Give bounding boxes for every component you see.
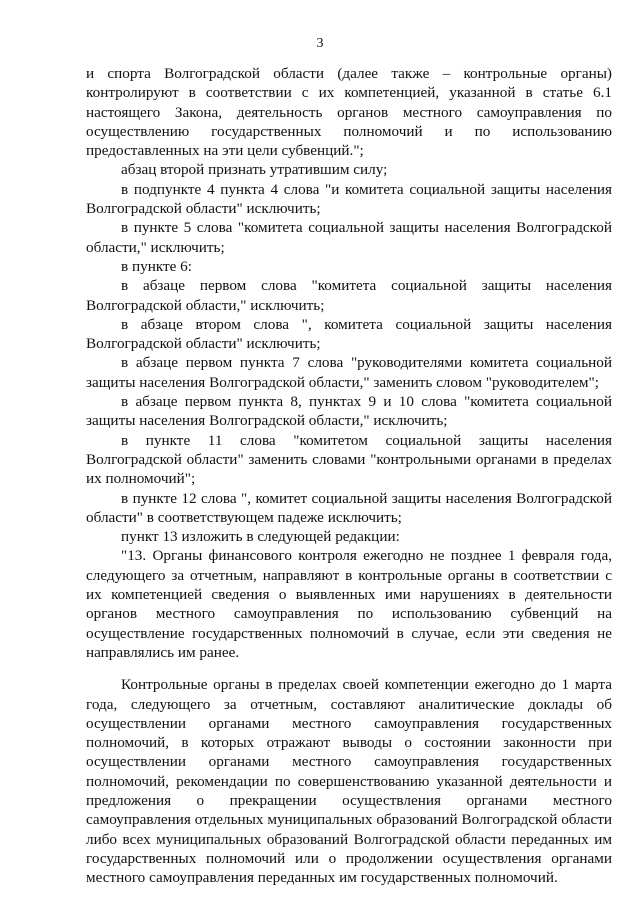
paragraph-amendment: абзац второй признать утратившим силу; (121, 161, 388, 179)
paragraph-continuation: и спорта Волгоградской области (далее также – контрольные органы) контролируют в соответствии с их компетенцией, указанной в статье 6.1 настоящего Закона, деятельность органов местного самоуправления по осуществлению государственных полномочий и по использованию предоставленных на эти цели субвенций."; (86, 65, 612, 160)
paragraph-amendment: в пункте 6: (121, 257, 192, 275)
paragraph-new-clause: "13. Органы финансового контроля ежегодно не позднее 1 февраля года, следующего за отчетным, направляют в контрольные органы в соответствии с их компетенцией сведения о выявленных ими нарушениях в деятельности органов местного самоуправления по использованию субвенций на осуществление государственных полномочий в случае, если эти сведения не направлялись им ранее. (86, 547, 612, 661)
document-body (86, 64, 612, 887)
paragraph-amendment: в пункте 5 слова "комитета социальной защиты населения Волгоградской области," исключить; (86, 219, 612, 256)
paragraph-new-clause: Контрольные органы в пределах своей компетенции ежегодно до 1 марта года, следующего за отчетным, составляют аналитические доклады об осуществлении органами местного самоуправления государственных полномочий, в которых отражают выводы о состоянии законности при осуществлении органами местного самоуправления государственных полномочий, рекомендации по совершенствованию указанной деятельности и предложения о прекращении осуществления органами местного самоуправления отдельных муниципальных образований Волгоградской области либо всех муниципальных образований Волгоградской области переданных им государственных полномочий или о продолжении осуществления органами местного самоуправления переданных им государственных полномочий. (86, 676, 612, 887)
page-number: 3 (316, 36, 324, 51)
paragraph-amendment: в абзаце первом пункта 7 слова "руководителями комитета социальной защиты населения Волгоградской области," заменить словом "руководителем"; (86, 354, 612, 391)
paragraph-amendment: в пункте 12 слова ", комитет социальной защиты населения Волгоградской области" в соответствующем падеже исключить; (86, 489, 612, 526)
paragraph-amendment: в абзаце первом слова "комитета социальной защиты населения Волгоградской области," исключить; (86, 277, 612, 314)
paragraph-amendment: в пункте 11 слова "комитетом социальной защиты населения Волгоградской области" заменить словами "контрольными органами в пределах их полномочий"; (86, 431, 612, 488)
paragraph-amendment: пункт 13 изложить в следующей редакции: (121, 528, 400, 546)
paragraph-amendment: в абзаце первом пункта 8, пунктах 9 и 10 слова "комитета социальной защиты населения Волгоградской области," исключить; (86, 393, 612, 430)
paragraph-amendment: в подпункте 4 пункта 4 слова "и комитета социальной защиты населения Волгоградской области" исключить; (86, 180, 612, 218)
paragraph-amendment: в абзаце втором слова ", комитета социальной защиты населения Волгоградской области" исключить; (86, 315, 612, 353)
